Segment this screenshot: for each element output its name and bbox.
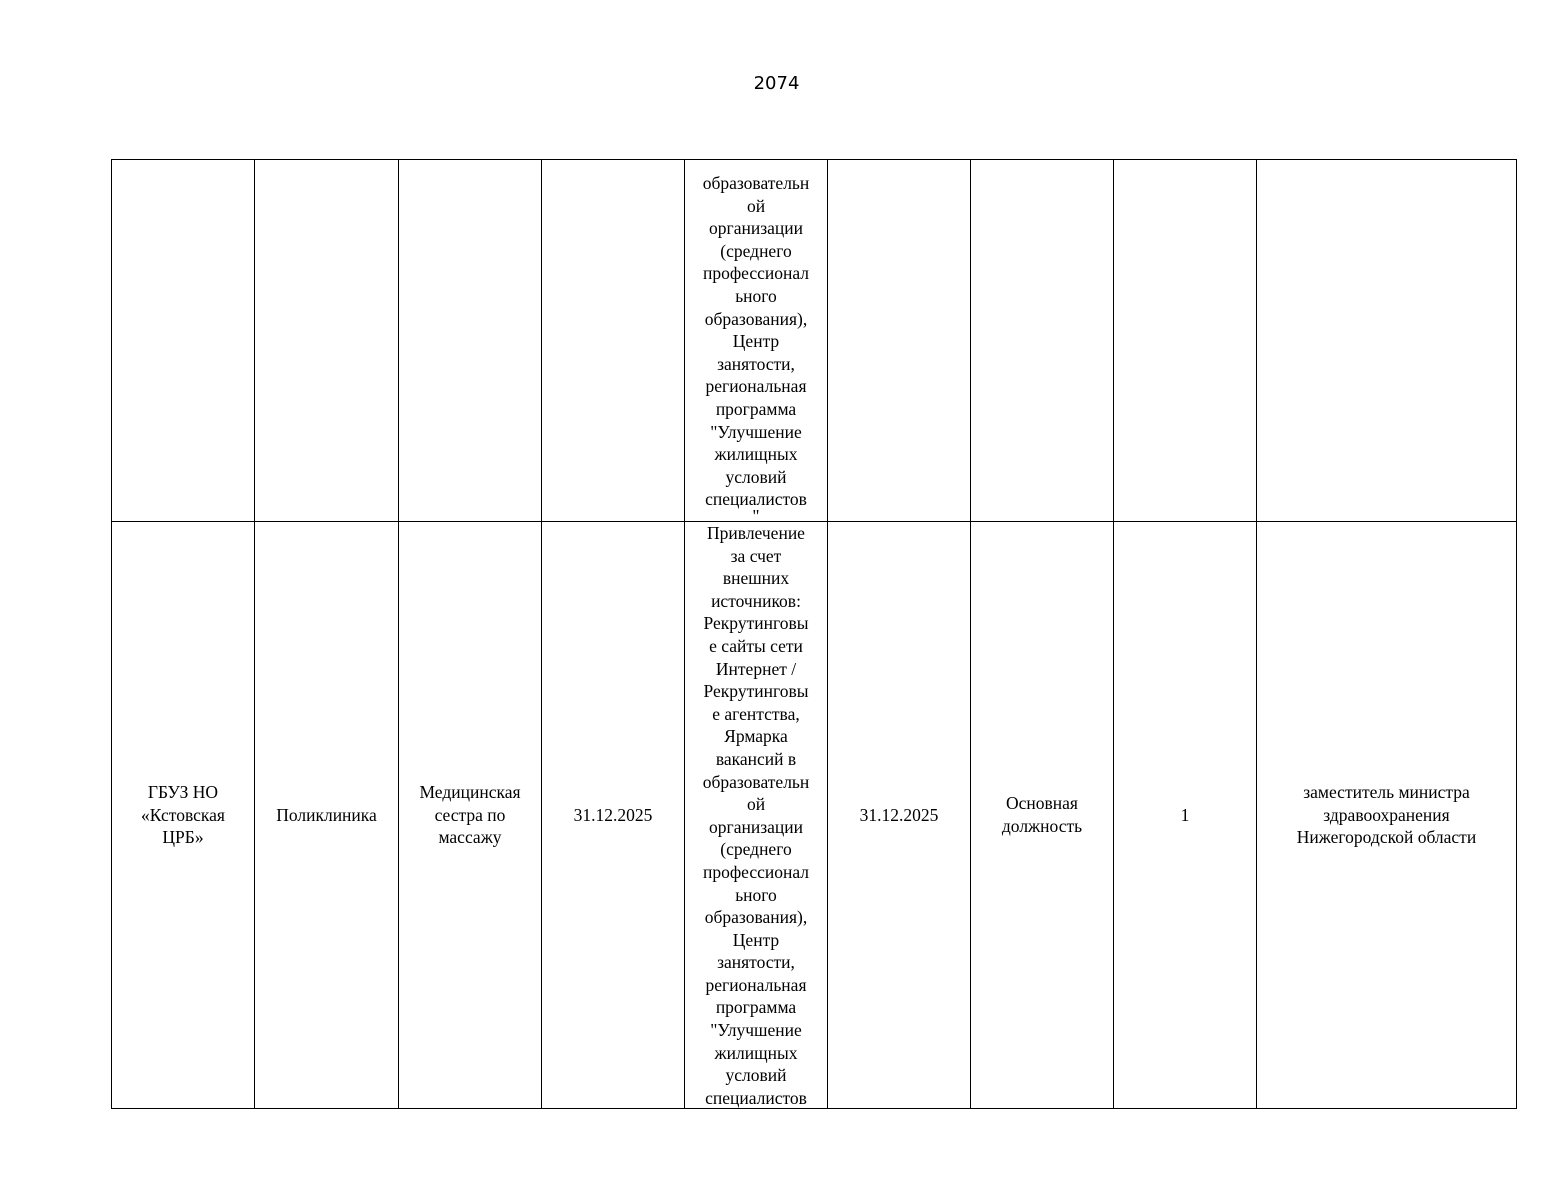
recruitment-text: [686, 522, 826, 1108]
cell-date-2: [828, 522, 971, 1109]
position-line: Медицинская: [419, 782, 521, 803]
text-line: внешних: [722, 568, 790, 589]
text-line: Привлечение: [707, 523, 805, 543]
cell-position-empty: [399, 160, 542, 522]
cell-responsible: [1257, 522, 1517, 1109]
cell-date-2-empty: [828, 160, 971, 522]
text-line: организации: [709, 816, 803, 837]
text-line: условий: [725, 1065, 787, 1086]
text-line: вакансий в: [715, 748, 797, 769]
text-line: занятости,: [717, 952, 795, 973]
text-line: региональная: [705, 974, 807, 995]
text-line: ьного: [735, 884, 777, 905]
responsible-line: Нижегородской области: [1296, 827, 1477, 848]
text-line: Рекрутинговы: [703, 681, 809, 702]
text-line: жилищных: [714, 444, 798, 465]
cell-date-1: [542, 522, 685, 1109]
cell-count: [1114, 522, 1257, 1109]
text-line: е сайты сети: [709, 635, 803, 656]
responsible-line: заместитель министра: [1303, 782, 1470, 803]
text-line: образовательн: [702, 173, 810, 194]
cell-position-type: [971, 522, 1114, 1109]
responsible-line: здравоохранения: [1323, 804, 1450, 825]
position-line: массажу: [438, 827, 502, 848]
position-type-line: Основная: [1006, 793, 1078, 814]
text-line: ой: [746, 195, 766, 216]
text-line: профессионал: [702, 861, 810, 882]
position-type-line: должность: [1001, 816, 1083, 836]
text-line: "Улучшение: [710, 421, 802, 442]
text-line: Ярмарка: [724, 726, 788, 747]
table-row-continued: [112, 160, 1517, 522]
text-line: ": [752, 506, 760, 521]
date-1-text: 31.12.2025: [573, 804, 653, 825]
text-line: образования),: [704, 308, 808, 329]
text-line: ьного: [735, 286, 777, 307]
cell-department-empty: [255, 160, 399, 522]
text-line: жилищных: [714, 1042, 798, 1063]
text-line: профессионал: [702, 263, 810, 284]
text-line: ой: [746, 794, 766, 815]
position-line: сестра по: [434, 804, 506, 825]
date-2-text: 31.12.2025: [859, 804, 939, 825]
recruitment-text-continued: [686, 160, 826, 521]
text-line: программа: [715, 399, 797, 420]
text-line: программа: [715, 997, 797, 1018]
text-line: Рекрутинговы: [703, 613, 809, 634]
text-line: региональная: [705, 376, 807, 397]
cell-organization: [112, 522, 255, 1109]
cell-count-empty: [1114, 160, 1257, 522]
text-line: е агентства,: [712, 703, 800, 724]
text-line: образовательн: [702, 771, 810, 792]
text-line: специалистов: [705, 489, 807, 510]
cell-department: [255, 522, 399, 1109]
organization-line: ЦРБ»: [162, 827, 204, 848]
cell-recruitment-continued: [685, 160, 828, 522]
organization-line: «Кстовская: [141, 804, 225, 825]
organization-line: ГБУЗ НО: [147, 782, 219, 803]
text-line: Центр: [732, 331, 780, 352]
text-line: (среднего: [720, 839, 792, 860]
department-text: Поликлиника: [276, 804, 377, 825]
cell-position-type-empty: [971, 160, 1114, 522]
text-line: Интернет /: [715, 658, 797, 679]
cell-responsible-empty: [1257, 160, 1517, 522]
staffing-table: [111, 159, 1517, 1109]
text-line: образования),: [704, 907, 808, 928]
text-line: занятости,: [717, 353, 795, 374]
text-line: источников:: [711, 590, 801, 611]
text-line: условий: [725, 466, 787, 487]
cell-date-1-empty: [542, 160, 685, 522]
text-line: (среднего: [720, 240, 792, 261]
page-number: 2074: [753, 73, 800, 94]
cell-recruitment: [685, 522, 828, 1109]
table-row: [112, 522, 1517, 1109]
text-line: организации: [709, 218, 803, 239]
text-line: специалистов: [705, 1087, 807, 1108]
text-line: "Улучшение: [710, 1020, 802, 1041]
count-text: 1: [1180, 804, 1190, 825]
cell-organization-empty: [112, 160, 255, 522]
cell-position: [399, 522, 542, 1109]
text-line: Центр: [732, 929, 780, 950]
text-line: за счет: [730, 545, 782, 566]
